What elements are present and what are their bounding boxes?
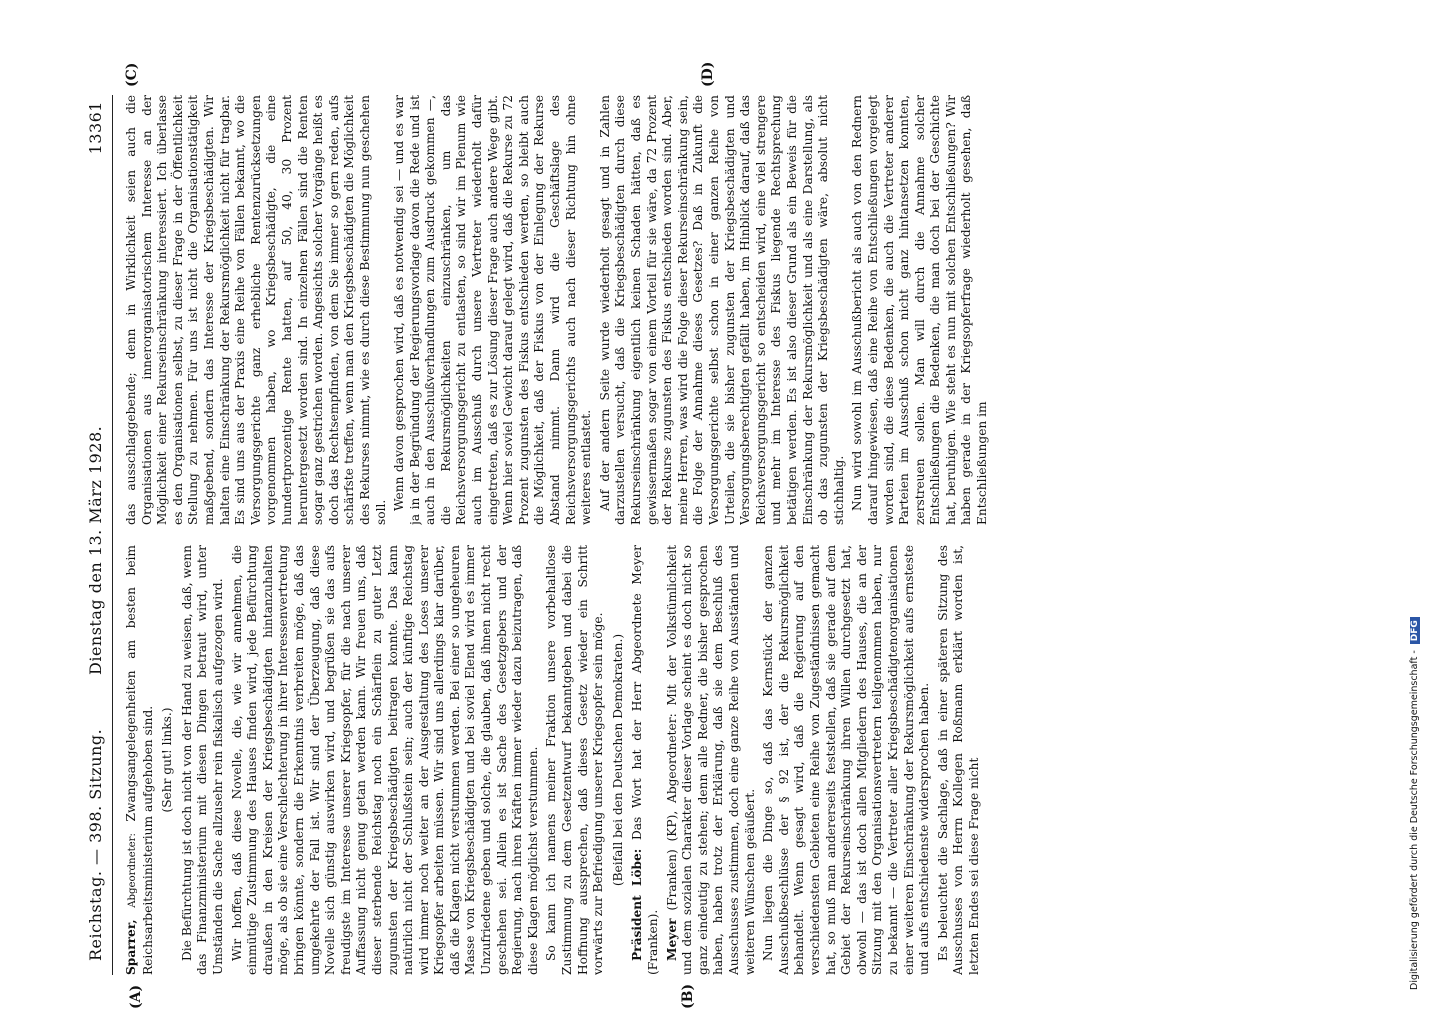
paragraph: das ausschlaggebende; denn in Wirklichkeit seien auch die Organisationen aus innerorganisatorischem Interesse an der Möglichkeit einer Rekurseinschränkung interessiert. Ich überlasse es den Organisationen selbst, zu dieser Frage in der Öffentlichkeit Stellung zu nehmen. Für uns ist nicht die Organisationstätigkeit maßgebend, sondern das Interesse der Kriegsbeschädigten. Wir halten eine Einschränkung der Rekursmöglichkeit nicht für tragbar. Es sind uns aus der Praxis eine Reihe von Fällen bekannt, wo die Versorgungsgerichte ganz erhebliche Rentenzurücksetzungen vorgenommen haben, wo Kriegsbeschädigte, die eine hundertprozentige Rente hatten, auf 50, 40, 30 Prozent heruntergesetzt worden sind. In einzelnen Fällen sind die Renten sogar ganz gestrichen worden. Angesichts solcher Vorgänge heißt es doch das Rechtsempfinden, von dem Sie immer so gern reden, aufs schärfste treffen, wenn man den Kriegsbeschädigten die Möglichkeit des Rekurses nimmt, wie es durch diese Bestimmung nun geschehen soll.	[124, 95, 388, 525]
margin-mark-d: (D)	[700, 61, 716, 87]
header-date: Dienstag den 13. März 1928.	[86, 425, 105, 675]
paragraph: Nun wird sowohl im Ausschußbericht als auch von den Rednern darauf hingewiesen, daß eine Reihe von Entschließungen vorgelegt worden sind, die diese Bedenken, die auch die Vertreter anderer Parteien im Ausschuß schon nicht ganz hintansetzen konnten, zerstreuen sollen. Man will durch die Annahme solcher Entschließungen die Bedenken, die man doch bei der Geschichte hat, beruhigen. Wie steht es nun mit solchen Entschließungen? Wir haben gerade in der Kriegsopferfrage wiederholt gesehen, daß Entschließungen im	[850, 95, 990, 525]
paragraph: Wir hoffen, daß diese Novelle, die, wie wir annehmen, die einmütige Zustimmung des Hauses finden wird, jede Befürchtung draußen in den Kreisen der Kriegsbeschädigten hintanzuhalten möge, als ob sie eine Verschlechterung in ihrer Interessenvertretung bringen könnte, sondern die Erkenntnis verbreiten möge, daß das umgekehrte der Fall ist. Wir sind der Überzeugung, daß diese Novelle sich günstig auswirken wird, und begrüßen sie das aufs freudigste im Interesse unserer Kriegsopfer, für die nach unserer Auffassung nicht genug getan werden kann. Wir freuen uns, daß dieser sterbende Reichstag noch ein Schärflein zu guter Letzt zugunsten der Kriegsbeschädigten beitragen konnte. Das kann natürlich nicht der Schlußstein sein; auch der künftige Reichstag wird immer noch weiter an der Ausgestaltung des Loses unserer Kriegsopfer arbeiten müssen. Wir sind uns allerdings klar darüber, daß die Klagen nicht verstummen werden. Bei einer so ungeheuren Masse von Kriegsbeschädigten und bei soviel Elend wird es immer Unzufriedene geben und solche, die glauben, daß ihnen nicht recht geschehen sei. Allein es ist Sache des Gesetzgebers und der Regierung, nach ihren Kräften immer wieder dazu beizutragen, daß diese Klagen möglichst verstummen.	[229, 545, 540, 975]
paragraph: Die Befürchtung ist doch nicht von der Hand zu weisen, daß, wenn das Finanzministerium mit diesen Dingen betraut wird, unter Umständen die Sache allzusehr rein fiskalisch aufgezogen wird.	[179, 545, 225, 975]
paragraph: Es beleuchtet die Sachlage, daß in einer späteren Sitzung des Ausschusses von Herrn Kollegen Roßmann erklärt worden ist, letzten Endes sei diese Frage nicht	[935, 545, 981, 975]
dfg-logo: DFG	[1410, 617, 1420, 644]
margin-mark-a: (A)	[128, 984, 144, 1009]
digitization-note	[1409, 15, 1429, 990]
rotated-page	[80, 61, 1400, 1009]
applause-note: (Sehr gut! links.)	[160, 707, 175, 813]
left-column	[124, 545, 1394, 975]
paragraph: Zwangsangelegenheiten am besten beim Reichsarbeitsministerium aufgehoben sind.	[124, 545, 155, 975]
speaker-role: Abgeordneter:	[127, 833, 138, 908]
header-left: Reichstag. — 398. Sitzung.	[86, 728, 105, 961]
paragraph: So kann ich namens meiner Fraktion unsere vorbehaltlose Zustimmung zu dem Gesetzentwurf bekanntgeben und dabei die Hoffnung aussprechen, daß dieses Gesetz wieder ein Schritt vorwärts zur Befriedigung unserer Kriegsopfer sein möge.	[544, 545, 606, 975]
running-header	[80, 95, 114, 975]
speaker-name: Sparrer,	[124, 919, 138, 975]
header-rule	[112, 95, 113, 975]
paragraph: Nun liegen die Dinge so, daß das Kernstück der ganzen Ausschußbeschlüsse der § 92 ist, der die Rekursmöglichkeit behandelt. Wenn gesagt wird, daß die Regierung auf den verschiedensten Gebieten eine Reihe von Zugeständnissen gemacht hat, so muß man andererseits feststellen, daß sie gerade auf dem Gebiet der Rekurseinschränkung ihren Willen durchgesetzt hat, obwohl — das ist doch allen Mitgliedern des Hauses, die an der Sitzung mit den Organisationsvertretern teilgenommen haben, nur zu bekannt — die Vertreter aller Kriegsbeschädigtenorganisationen einer weiteren Einschränkung der Rekursmöglichkeit aufs ernsteste und aufs entschiedenste widersprochen haben.	[761, 545, 932, 975]
margin-mark-b: (B)	[680, 983, 696, 1009]
paragraph: Auf der andern Seite wurde wiederholt gesagt und in Zahlen darzustellen versucht, daß die Kriegsbeschädigten durch diese Rekurseinschränkung eigentlich keinen Schaden hätten, daß es gewissermaßen sogar von einem Vorteil für sie wäre, da 72 Prozent der Rekurse zugunsten des Fiskus entschieden worden sind. Aber, meine Herren, was wird die Folge dieser Rekurseinschränkung sein, die Folge der Annahme dieses Gesetzes? Daß in Zukunft die Versorgungsgerichte selbst schon in einer ganzen Reihe von Urteilen, die sie bisher zugunsten der Kriegsbeschädigten und Versorgungsberechtigten gefällt haben, im Hinblick darauf, daß das Reichsversorgungsgericht so entscheiden wird, eine viel strengere und mehr im Interesse des Fiskus liegende Rechtsprechung betätigen werden. Es ist also dieser Grund als ein Beweis für die Einschränkung der Rekursmöglichkeit und als eine Darstellung, als ob das zugunsten der Kriegsbeschädigten wäre, absolut nicht stichhaltig.	[597, 95, 846, 525]
margin-mark-c: (C)	[124, 62, 140, 87]
digitization-text: Digitalisierung gefördert durch die Deutsche Forschungsgemeinschaft -	[1409, 650, 1420, 990]
speaker-name: Meyer	[664, 918, 679, 961]
right-column	[124, 95, 1394, 525]
paragraph: (Franken) (KP), Abgeordneter: Mit der Volkstümlichkeit und dem sozialen Charakter dieser Vorlage scheint es doch nicht so ganz eindeutig zu stehen; denn alle Redner, die bisher gesprochen haben, haben trotz der Erklärung, daß sie dem Beschluß des Ausschusses zustimmen, doch eine ganze Reihe von Ausständen und weiteren Wünschen geäußert.	[664, 545, 757, 975]
paragraph: Wenn davon gesprochen wird, daß es notwendig sei — und es war ja in der Begründung der Regierungsvorlage davon die Rede und ist auch in den Ausschußverhandlungen zum Ausdruck gekommen —, die Rekursmöglichkeiten einzuschränken, um das Reichsversorgungsgericht zu entlasten, so sind wir im Plenum wie auch im Ausschuß durch unsere Vertreter wiederholt dafür eingetreten, daß es zur Lösung dieser Frage auch andere Wege gibt. Wenn hier soviel Gewicht darauf gelegt wird, daß die Rekurse zu 72 Prozent zugunsten des Fiskus entschieden werden, so bleibt auch die Möglichkeit, daß der Fiskus von der Einlegung der Rekurse Abstand nimmt. Dann wird die Geschäftslage des Reichsversorgungsgerichts auch nach dieser Richtung hin ohne weiteres entlastet.	[392, 95, 594, 525]
page-number: 13361	[86, 101, 105, 155]
applause-note: (Beifall bei den Deutschen Demokraten.)	[610, 633, 625, 887]
paragraph: Das Wort hat der Herr Abgeordnete Meyer (Franken).	[630, 545, 660, 975]
president-name: Präsident Löbe:	[630, 848, 645, 961]
